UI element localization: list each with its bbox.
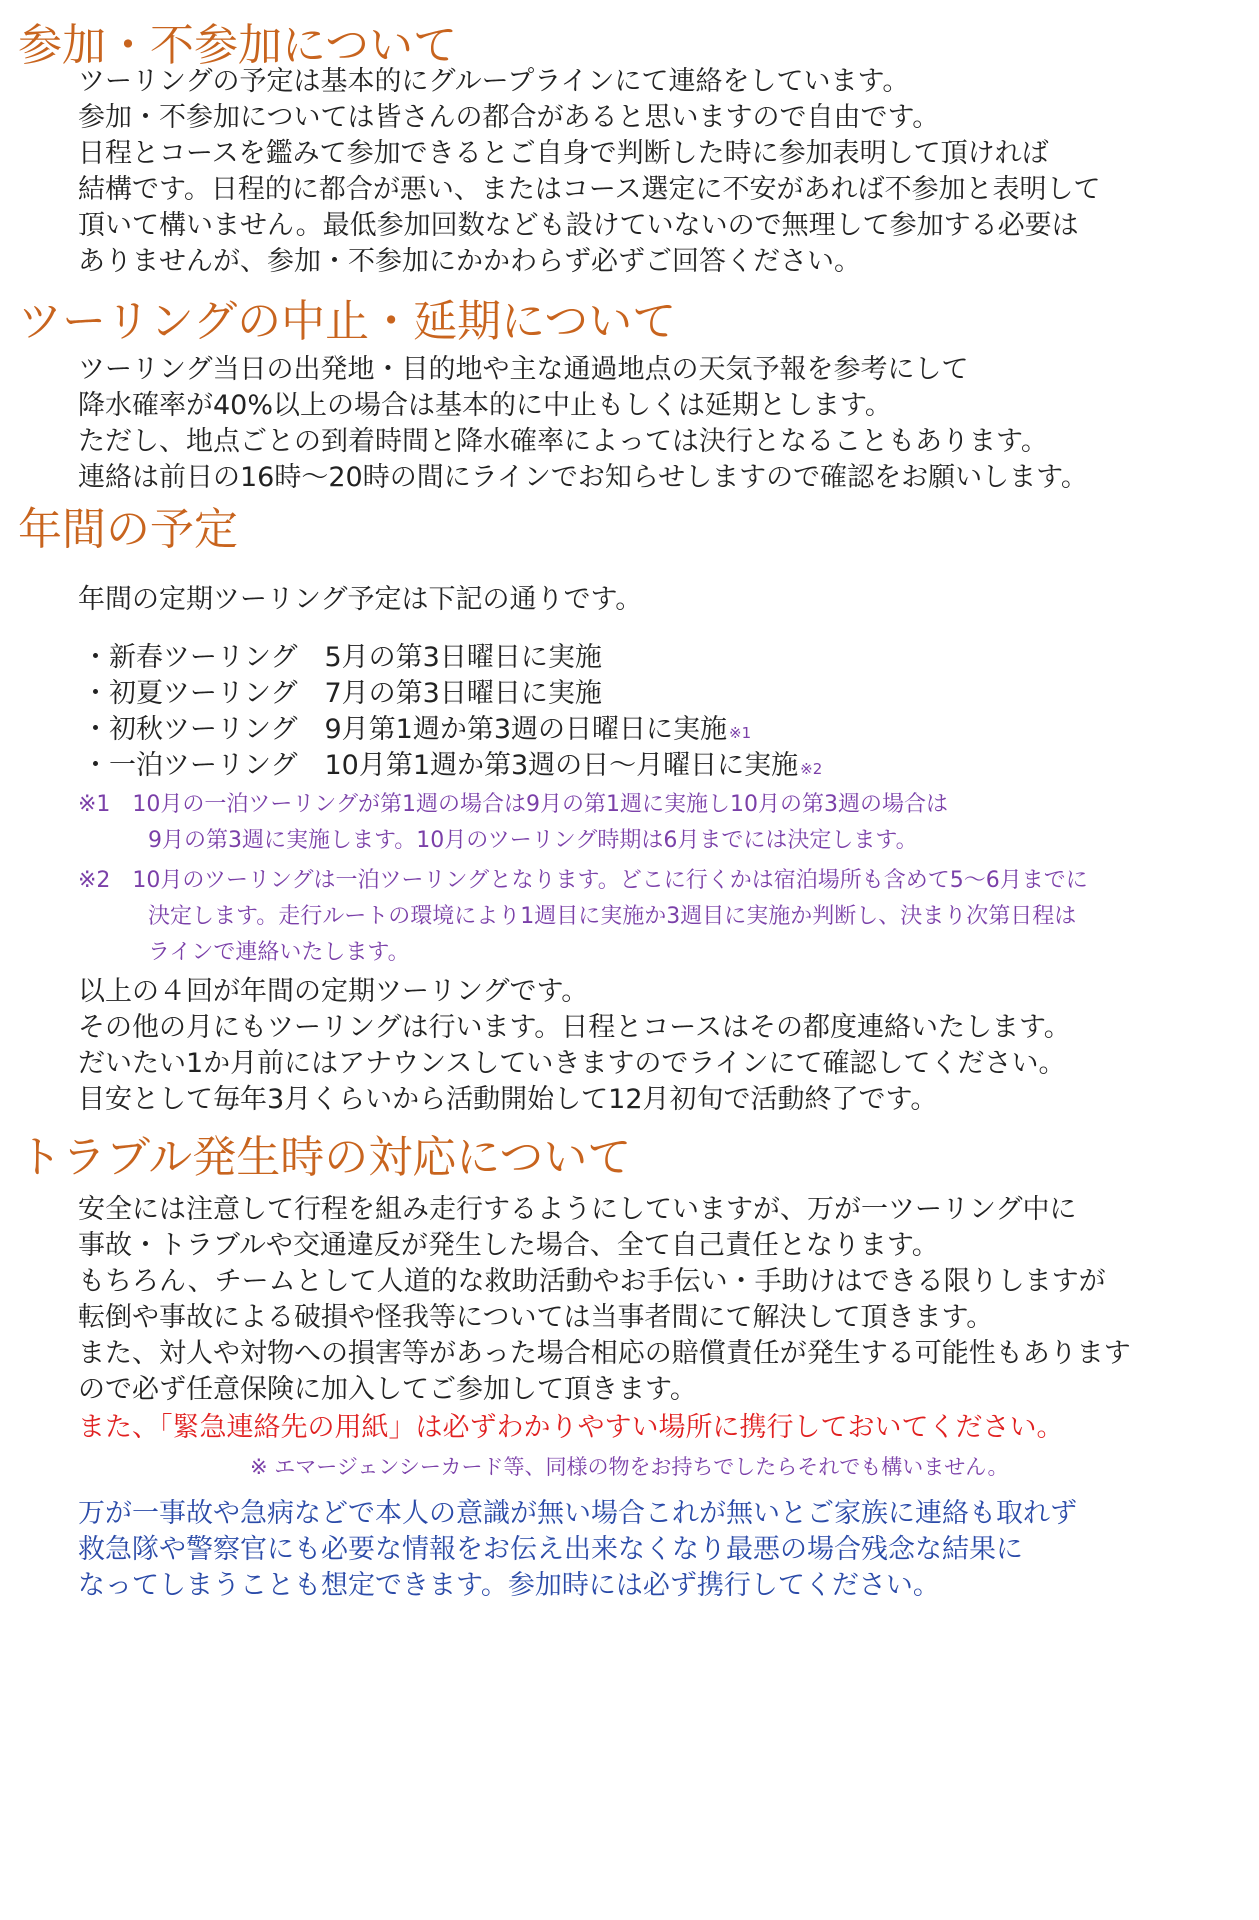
footnote-mark: ※1 — [729, 724, 752, 742]
footnote-mark: ※2 — [800, 760, 823, 778]
participation-line-6: ありませんが、参加・不参加にかかわらず必ずご回答ください。 — [78, 246, 861, 277]
trouble-line-5: また、対人や対物への損害等があった場合相応の賠償責任が発生する可能性もあります — [78, 1338, 1131, 1369]
trouble-line-6: ので必ず任意保険に加入してご参加して頂きます。 — [78, 1374, 697, 1405]
participation-line-4: 結構です。日程的に都合が悪い、またはコース選定に不安があれば不参加と表明して — [78, 174, 1101, 205]
schedule-note-2: 9月の第3週に実施します。10月のツーリング時期は6月までには決定します。 — [148, 828, 918, 853]
schedule-closing-1: 以上の４回が年間の定期ツーリングです。 — [78, 976, 589, 1007]
schedule-item-2 — [82, 676, 602, 712]
schedule-note-1: ※1 10月の一泊ツーリングが第1週の場合は9月の第1週に実施し10月の第3週の場合は — [78, 792, 948, 817]
trouble-warning: また、「緊急連絡先の用紙」は必ずわかりやすい場所に携行しておいてください。 — [78, 1412, 1064, 1443]
cancellation-line-4: 連絡は前日の16時〜20時の間にラインでお知らせしますので確認をお願いします。 — [78, 462, 1088, 493]
section-heading-trouble: トラブル発生時の対応について — [18, 1132, 632, 1183]
schedule-note-3: ※2 10月のツーリングは一泊ツーリングとなります。どこに行くかは宿泊場所も含めて5〜6月までに — [78, 868, 1088, 893]
participation-line-5: 頂いて構いません。最低参加回数なども設けていないので無理して参加する必要は — [78, 210, 1079, 241]
section-heading-cancellation: ツーリングの中止・延期について — [18, 296, 677, 347]
schedule-item-4 — [82, 748, 822, 787]
trouble-line-4: 転倒や事故による破損や怪我等については当事者間にて解決して頂きます。 — [78, 1302, 994, 1333]
participation-line-2: 参加・不参加については皆さんの都合があると思いますので自由です。 — [78, 102, 940, 133]
section-heading-schedule: 年間の予定 — [18, 504, 238, 555]
schedule-item-3 — [82, 712, 751, 751]
schedule-item-1 — [82, 640, 602, 676]
schedule-intro: 年間の定期ツーリング予定は下記の通りです。 — [78, 584, 643, 615]
section-heading-participation: 参加・不参加について — [18, 20, 458, 71]
trouble-line-1: 安全には注意して行程を組み走行するようにしていますが、万が一ツーリング中に — [78, 1194, 1077, 1225]
schedule-closing-4: 目安として毎年3月くらいから活動開始して12月初旬で活動終了です。 — [78, 1084, 938, 1115]
schedule-item-text: ・初夏ツーリング 7月の第3日曜日に実施 — [82, 678, 602, 709]
trouble-blue-line-3: なってしまうことも想定できます。参加時には必ず携行してください。 — [78, 1570, 940, 1601]
cancellation-line-2: 降水確率が40%以上の場合は基本的に中止もしくは延期とします。 — [78, 390, 892, 421]
schedule-closing-3: だいたい1か月前にはアナウンスしていきますのでラインにて確認してください。 — [78, 1048, 1066, 1079]
schedule-closing-2: その他の月にもツーリングは行います。日程とコースはその都度連絡いたします。 — [78, 1012, 1071, 1043]
participation-line-1: ツーリングの予定は基本的にグループラインにて連絡をしています。 — [78, 66, 910, 97]
schedule-item-text: ・新春ツーリング 5月の第3日曜日に実施 — [82, 642, 602, 673]
trouble-line-2: 事故・トラブルや交通違反が発生した場合、全て自己責任となります。 — [78, 1230, 939, 1261]
trouble-warning-note: ※ エマージェンシーカード等、同様の物をお持ちでしたらそれでも構いません。 — [250, 1455, 1009, 1479]
schedule-item-text: ・一泊ツーリング 10月第1週か第3週の日〜月曜日に実施 — [82, 750, 799, 781]
cancellation-line-1: ツーリング当日の出発地・目的地や主な通過地点の天気予報を参考にして — [78, 354, 969, 385]
trouble-blue-line-2: 救急隊や警察官にも必要な情報をお伝え出来なくなり最悪の場合残念な結果に — [78, 1534, 1023, 1565]
participation-line-3: 日程とコースを鑑みて参加できるとご自身で判断した時に参加表明して頂ければ — [78, 138, 1049, 169]
cancellation-line-3: ただし、地点ごとの到着時間と降水確率によっては決行となることもあります。 — [78, 426, 1048, 457]
schedule-note-4: 決定します。走行ルートの環境により1週目に実施か3週目に実施か判断し、決まり次第日程は — [148, 904, 1077, 929]
trouble-line-3: もちろん、チームとして人道的な救助活動やお手伝い・手助けはできる限りしますが — [78, 1266, 1106, 1297]
schedule-item-text: ・初秋ツーリング 9月第1週か第3週の日曜日に実施 — [82, 714, 727, 745]
trouble-blue-line-1: 万が一事故や急病などで本人の意識が無い場合これが無いとご家族に連絡も取れず — [78, 1498, 1077, 1529]
schedule-note-5: ラインで連絡いたします。 — [148, 940, 410, 965]
